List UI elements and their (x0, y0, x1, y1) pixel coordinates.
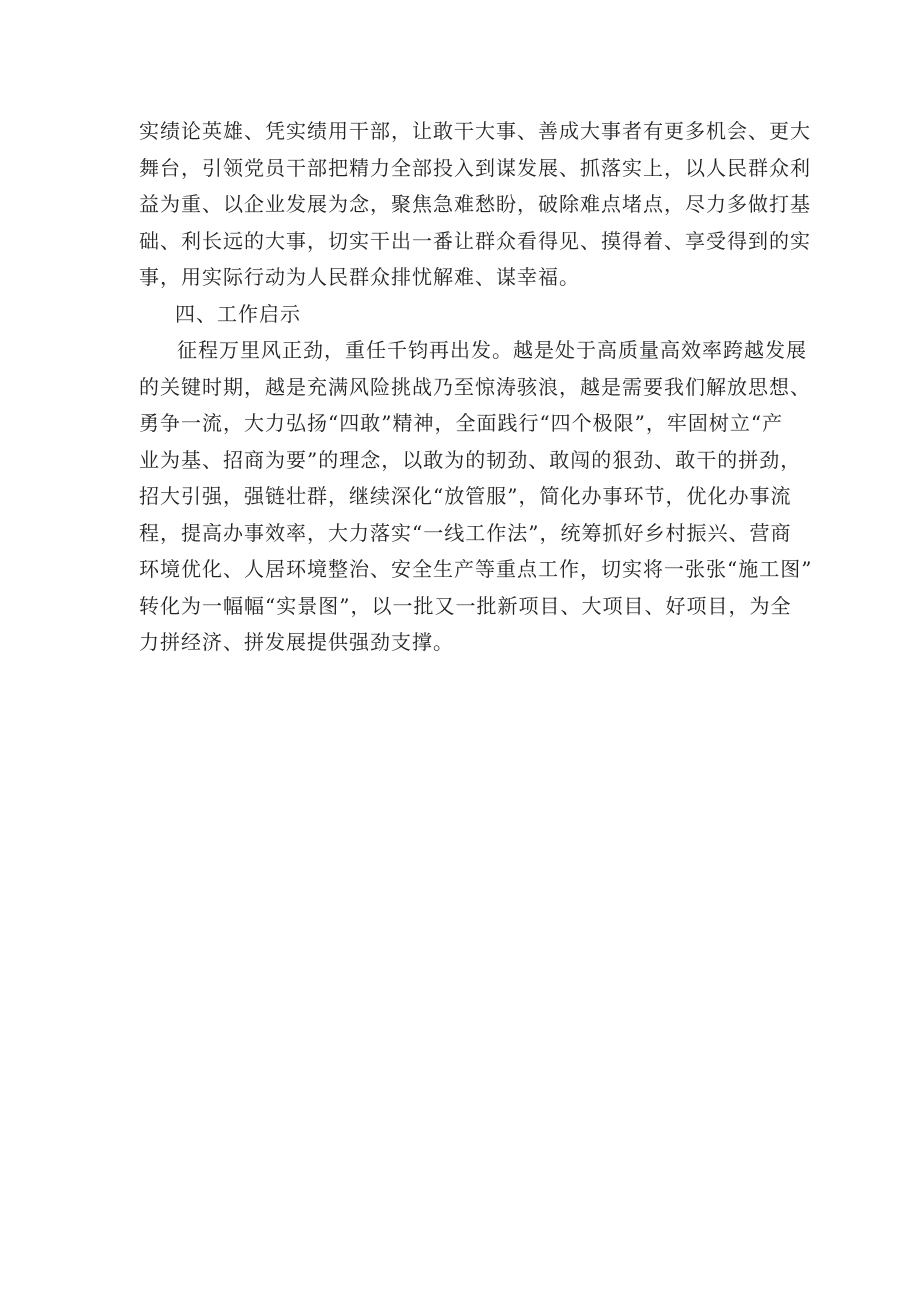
text-line: 实绩论英雄、凭实绩用干部，让敢干大事、善成大事者有更多机会、更大 (139, 119, 811, 143)
text-line: 舞台，引领党员干部把精力全部投入到谋发展、抓落实上，以人民群众利 (139, 155, 811, 180)
text-line: 益为重、以企业发展为念，聚焦急难愁盼，破除难点堵点，尽力多做打基 (139, 192, 811, 216)
text-line: 招大引强，强链壮群，继续深化“放管服”，简化办事环节，优化办事流 (139, 484, 792, 508)
text-line: 事，用实际行动为人民群众排忧解难、谋幸福。 (139, 265, 580, 289)
text-line: 程，提高办事效率，大力落实“一线工作法”，统筹抓好乡村振兴、营商 (139, 520, 792, 545)
text-line: 环境优化、人居环境整治、安全生产等重点工作，切实将一张张“施工图” (139, 557, 813, 581)
paragraph-final (139, 332, 813, 661)
section-heading: 四、工作启示 (175, 301, 301, 326)
paragraph-continuation (139, 113, 811, 296)
text-line: 勇争一流，大力弘扬“四敢”精神，全面践行“四个极限”，牢固树立“产 (139, 411, 784, 435)
text-line: 础、利长远的大事，切实干出一番让群众看得见、摸得着、享受得到的实 (139, 228, 811, 253)
text-line: 转化为一幅幅“实景图”，以一批又一批新项目、大项目、好项目，为全 (139, 593, 792, 618)
text-line: 业为基、招商为要”的理念，以敢为的韧劲、敢闯的狠劲、敢干的拼劲， (139, 447, 802, 472)
text-line: 征程万里风正劲，重任千钧再出发。越是处于高质量高效率跨越发展 (177, 338, 807, 362)
text-line: 的关键时期，越是充满风险挑战乃至惊涛骇浪，越是需要我们解放思想、 (139, 374, 811, 399)
text-line: 力拼经济、拼发展提供强劲支撑。 (139, 630, 454, 654)
document-body (139, 113, 813, 661)
